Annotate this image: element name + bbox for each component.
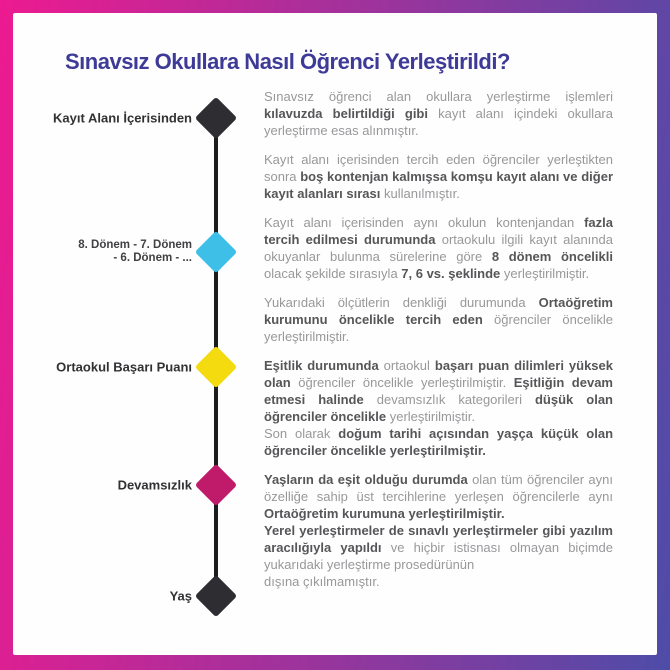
paragraph-kayit-alani: Sınavsız öğrenci alan okullara yerleştirme işlemleri kılavuzda belirtildiği gibi kayıt alanı içindeki okullara yerleştirme esas alınmıştır.: [264, 89, 613, 138]
paragraph-donem-onceligi: Kayıt alanı içerisinden aynı okulun kontenjandan fazla tercih edilmesi durumunda ortaokulu ilgili kayıt alanında okuyanlar bulunma sürelerine göre 8 dönem öncelikli olacak şekilde sırasıyla 7, 6 vs. şeklinde yerleştirilmiştir.: [264, 215, 613, 281]
diamond-icon: [195, 346, 237, 388]
page-title: Sınavsız Okullara Nasıl Öğrenci Yerleştirildi?: [65, 49, 510, 74]
diamond-icon: [195, 464, 237, 506]
timeline-label: [21, 360, 192, 375]
timeline-label-line: Devamsızlık: [117, 477, 192, 493]
timeline-label: [21, 111, 192, 126]
timeline-label-line: Ortaokul Başarı Puanı: [56, 359, 192, 375]
paragraph-ortaogretim-tercihi: Yukarıdaki ölçütlerin denkliği durumunda Ortaöğretim kurumunu öncelikle tercih eden öğrenciler öncelikle yerleştirilmiştir.: [264, 295, 613, 344]
diamond-icon: [195, 575, 237, 617]
timeline-label: [21, 589, 192, 604]
content-card: [13, 13, 657, 655]
timeline-label-line: - 6. Dönem - ...: [113, 252, 192, 264]
body-text: [264, 88, 613, 602]
paragraph-yas-esitligi: Yaşların da eşit olduğu durumda olan tüm öğrenciler aynı özelliğe sahip üst tercihlerine yerleşen öğrencilerle aynı Ortaöğretim kurumuna yerleştirilmiştir. Yerel yerleştirmeler de sınavlı yerleştirmeler gibi yazılım aracılığıyla yapıldı ve hiçbir istisnası olmayan biçimde yukarıdaki yerleştirme prosedürünün dışına çıkılmamıştır.: [264, 472, 614, 589]
timeline-label-line: Kayıt Alanı İçerisinden: [53, 110, 192, 126]
paragraph-bos-kontenjan: Kayıt alanı içerisinden tercih eden öğrenciler yerleştikten sonra boş kontenjan kalmışsa komşu kayıt alanı ve diğer kayıt alanları sırası kullanılmıştır.: [264, 152, 613, 201]
paragraph-esitlik-durumu: Eşitlik durumunda ortaokul başarı puan dilimleri yüksek olan öğrenciler öncelikle yerleştirilmiştir. Eşitliğin devam etmesi halinde devamsızlık kategorileri düşük olan öğrenciler öncelikle yerleştirilmiştir. Son olarak doğum tarihi açısından yaşça küçük olan öğrenciler öncelikle yerleştirilmiştir.: [264, 358, 614, 458]
diamond-icon: [195, 97, 237, 139]
diamond-icon: [195, 231, 237, 273]
timeline-label: [21, 478, 192, 493]
timeline-label-line: Yaş: [169, 588, 192, 604]
timeline-label: [21, 239, 192, 265]
timeline-label-line: 8. Dönem - 7. Dönem: [78, 239, 192, 251]
